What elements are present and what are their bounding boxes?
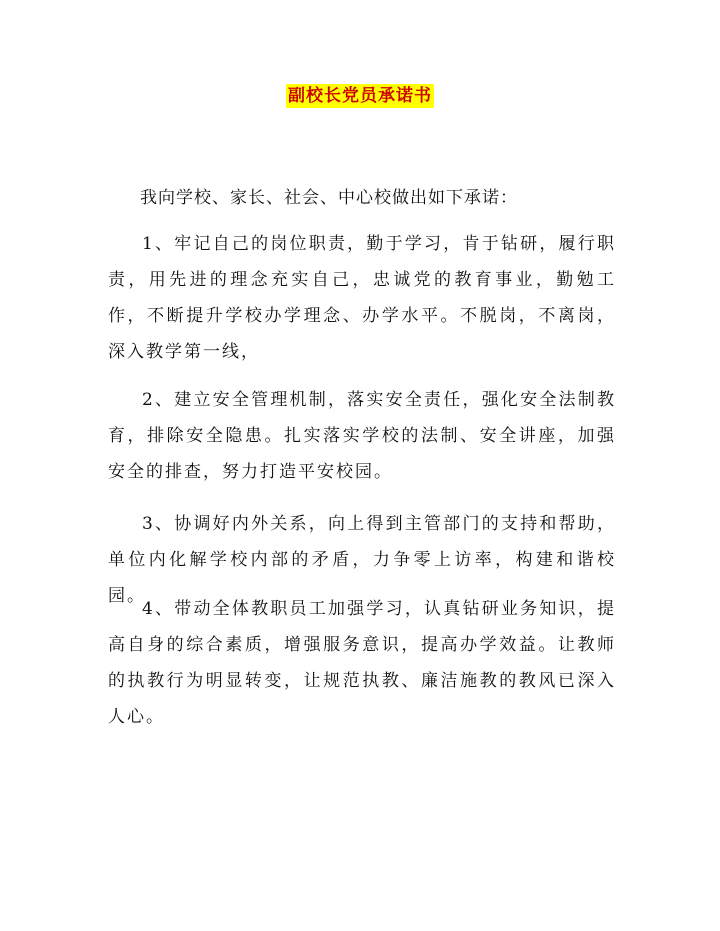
commitment-paragraph-1: 1、牢记自己的岗位职责，勤于学习，肯于钻研，履行职责，用先进的理念充实自己，忠诚党的教育事业，勤勉工作，不断提升学校办学理念、办学水平。不脱岗，不离岗，深入教学第一线， bbox=[108, 234, 616, 362]
intro-text: 我向学校、家长、社会、中心校做出如下承诺： bbox=[140, 188, 518, 208]
commitment-paragraph-2: 2、建立安全管理机制，落实安全责任，强化安全法制教育，排除安全隐患。扎实落实学校的法制、安全讲座，加强安全的排查，努力打造平安校园。 bbox=[108, 390, 616, 482]
commitment-paragraph-3: 3、协调好内外关系，向上得到主管部门的支持和帮助，单位内化解学校内部的矛盾，力争零上访率，构建和谐校园。 bbox=[108, 514, 616, 606]
document-title: 副校长党员承诺书 bbox=[288, 86, 432, 106]
commitment-paragraph-4: 4、带动全体教职员工加强学习，认真钻研业务知识，提高自身的综合素质，增强服务意识，提高办学效益。让教师的执教行为明显转变，让规范执教、廉洁施教的教风已深入人心。 bbox=[108, 599, 616, 727]
title-container bbox=[0, 84, 720, 108]
